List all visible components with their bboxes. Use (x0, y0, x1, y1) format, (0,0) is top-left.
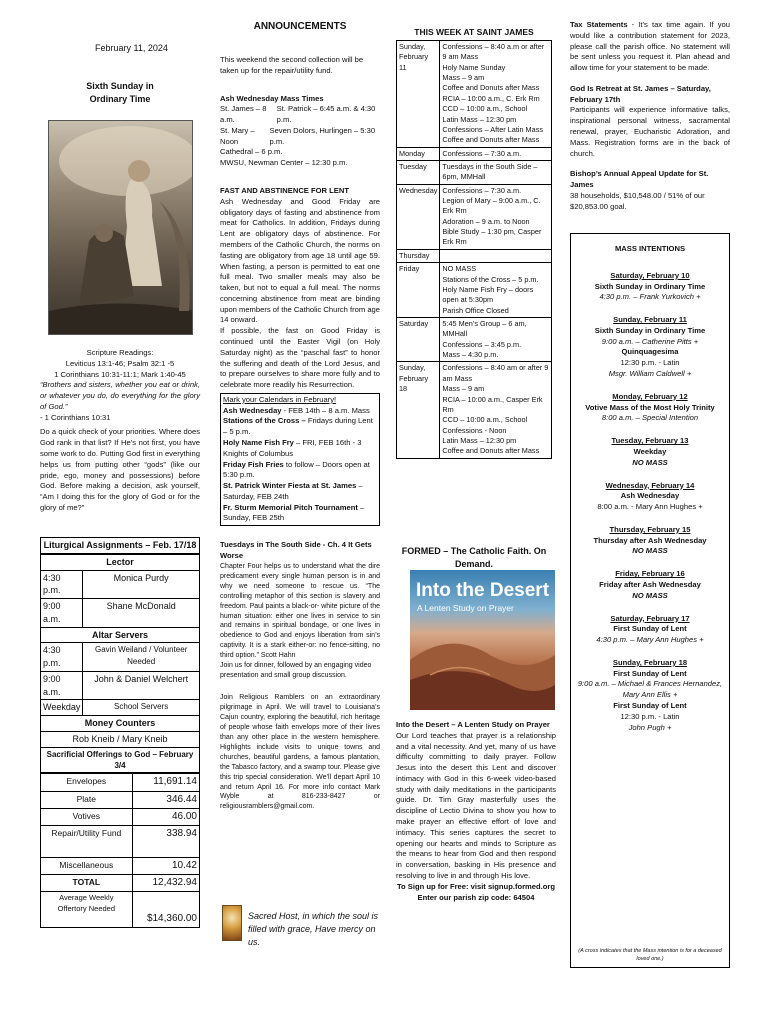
readings-line2: 1 Corinthians 10:31-11:1; Mark 1:40-45 (54, 369, 186, 379)
table-row (41, 875, 200, 892)
intention-feast: Votive Mass of the Most Holy Trinity (585, 402, 715, 412)
table-row (41, 858, 200, 875)
misc-label: Miscellaneous (41, 858, 133, 875)
mass-intentions-title: MASS INTENTIONS (614, 244, 686, 253)
table-row (41, 808, 200, 825)
altar-name: Gavin Weiland / Volunteer Needed (83, 643, 200, 672)
intention-line: 12:30 p.m. - Latin (620, 358, 680, 368)
lector-time: 4:30 p.m. (41, 570, 83, 599)
calendar-item-title: Fr. Sturm Memorial Pitch Tournament (223, 502, 358, 512)
offerings-table (40, 773, 200, 928)
fast-text: Ash Wednesday and Good Friday are obligatory days of fasting and abstinence from meat for Catholics. In addition, Fridays during Lent are obligatory days of abstinence. For members of the Catholic Church, the norms on fasting are obligatory from age 18 until age 59. When fasting, a person is permitted to eat one full meal. Two smaller meals may also be taken, but not to equal a full meal. The norms concerning abstinence from meat are binding upon members of the Catholic Church from age 14 onward. (220, 196, 380, 325)
intention-feast: Friday after Ash Wednesday (599, 579, 701, 589)
schedule-item: Coffee and Donuts after Mass (442, 83, 540, 93)
offering-value: 46.00 (132, 808, 199, 825)
intention-line: 9:00 a.m. – Michael & Frances Hernandez, Mary Ann Ellis + (577, 679, 723, 700)
schedule-items (440, 263, 552, 318)
schedule-item: Coffee and Donuts after Mass (442, 446, 540, 456)
altar-name: John & Daniel Welchert (83, 671, 200, 700)
altar-time: 9:00 a.m. (41, 671, 83, 700)
schedule-item: Coffee and Donuts after Mass (442, 135, 540, 145)
schedule-day: Wednesday (397, 184, 440, 249)
mass-intention (571, 525, 729, 557)
avg-label-line2: Offertory Needed (57, 904, 116, 914)
schedule-item: Latin Mass – 12:30 pm (442, 435, 517, 445)
calendar-item-title: St. Patrick Winter Fiesta at St. James (223, 481, 357, 491)
schedule-item: Mass – 9 am (442, 73, 485, 83)
offering-label: Repair/Utility Fund (41, 826, 133, 858)
schedule-items (440, 317, 552, 361)
mass-intentions-list (571, 271, 729, 734)
schedule-items (440, 160, 552, 184)
calendar-item-text: - FEB 14th – 8 a.m. Mass (281, 405, 370, 415)
intention-date: Wednesday, February 14 (605, 480, 695, 490)
table-row (41, 599, 200, 628)
schedule-item: Confessions – 8:40 am or after 9 am Mass (442, 363, 549, 383)
intention-feast: Sixth Sunday in Ordinary Time (594, 325, 706, 335)
intention-feast: First Sunday of Lent (613, 624, 687, 634)
schedule-item: Confessions - Noon (442, 425, 507, 435)
calendar-item (223, 406, 377, 417)
total-value: 12,432.94 (132, 875, 199, 892)
offering-value: 338.94 (132, 826, 199, 858)
ash-row-2 (220, 126, 380, 148)
mass-intention (571, 436, 729, 468)
table-row (397, 263, 552, 318)
calendar-item (223, 438, 377, 460)
intention-date: Sunday, February 11 (613, 315, 687, 325)
schedule-day: Tuesday (397, 160, 440, 184)
ash-time: St. Mary – Noon (220, 125, 255, 146)
table-row (41, 774, 200, 791)
avg-label-line1: Average Weekly (59, 893, 114, 903)
ash-row-3: Cathedral – 6 p.m. (220, 147, 283, 157)
tuesdays-text-2: Join us for dinner, followed by an engaging video presentation and small group discussion. (220, 662, 372, 680)
announcements-body (220, 55, 380, 812)
lector-title: Lector (41, 554, 200, 570)
table-row (41, 826, 200, 858)
offering-label: Plate (41, 791, 133, 808)
misc-value: 10.42 (132, 858, 199, 875)
schedule-item: 5:45 Men’s Group – 6 am, MMHall (442, 318, 527, 339)
intention-line: NO MASS (632, 590, 668, 600)
mass-intention (571, 271, 729, 303)
desert-image-title: Into the Desert (416, 580, 550, 601)
calendar-item-text: – Sunday, FEB 25th (223, 502, 365, 523)
ash-row-4: MWSU, Newman Center – 12:30 p.m. (220, 158, 348, 168)
scripture-section (40, 348, 200, 514)
fast-title: FAST AND ABSTINENCE FOR LENT (220, 186, 349, 196)
this-week-title: THIS WEEK AT SAINT JAMES (414, 27, 534, 37)
schedule-item: Latin Mass – 12:30 pm (442, 114, 517, 124)
table-row (397, 184, 552, 249)
reflection-text: Do a quick check of your priorities. Where does God rank in that list? If He’s not first, you have some work to do. Putting God first in everything helps us from putting other “gods” (like our pride, ego, money and possessions) before God. Before making a decision, ask yourself, “Am I doing this for the glory of God or for the glory of me?” (40, 427, 200, 512)
table-row (397, 317, 552, 361)
calendar-item-text: Fridays during Lent – 5 p.m. (223, 416, 373, 437)
schedule-item: NO MASS (442, 264, 477, 274)
schedule-items (440, 184, 552, 249)
intention-feast: Sixth Sunday in Ordinary Time (594, 281, 706, 291)
mass-intention (571, 315, 729, 380)
schedule-item: RCIA – 10:00 a.m., Casper Erk Rm (442, 394, 543, 414)
table-row (41, 700, 200, 716)
schedule-item: Stations of the Cross – 5 p.m. (442, 274, 539, 284)
schedule-item: Tuesdays in the South Side – 6pm, MMHall (442, 161, 538, 182)
intentions-footnote: (A cross indicates that the Mass intention is for a deceased loved one.) (578, 948, 722, 963)
intention-line: 9:00 a.m. – Catherine Pitts + (601, 336, 699, 346)
calendar-item-text: to follow – Doors open at 5:30 p.m. (223, 459, 370, 480)
schedule-item: Bible Study – 1:30 pm, Casper Erk Rm (442, 227, 542, 247)
intention-date: Tuesday, February 13 (611, 436, 689, 446)
formed-section (396, 720, 556, 903)
sunday-title (40, 80, 200, 106)
table-row (397, 362, 552, 458)
altar-time: Weekday (41, 700, 83, 716)
desert-heading: Into the Desert – A Lenten Study on Prayer (396, 720, 550, 729)
mass-intentions-box (570, 233, 730, 968)
zip-code-text: Enter our parish zip code: 64504 (417, 892, 535, 902)
calendar-item-text: – Saturday, FEB 24th (223, 481, 363, 501)
appeal-text: 38 households, $10,548.00 / 51% of our $20,853.00 goal. (570, 190, 705, 211)
calendar-item-title: Holy Name Fish Fry (223, 438, 294, 447)
intention-line: Msgr. William Caldwell + (608, 369, 692, 379)
schedule-day: Sunday, February 11 (397, 41, 440, 148)
formed-title: FORMED – The Catholic Faith. On Demand. (401, 546, 547, 569)
gospel-painting-image (48, 120, 193, 335)
sunday-title-line1: Sixth Sunday in (86, 81, 154, 91)
sacred-host-image (222, 905, 242, 941)
schedule-item: Confessions – 7:30 a.m. (442, 185, 522, 195)
column-4 (570, 20, 730, 213)
liturgical-assignments (40, 537, 200, 928)
offering-label: Envelopes (41, 774, 133, 791)
intention-date: Monday, February 12 (612, 391, 688, 401)
desert-text: Our Lord teaches that prayer is a relationship and a vital necessity. And yet, many of us have difficulty committing to daily prayer. Follow Jesus into the desert this Lent and discover intimacy with God in this 6-week video-based study with daily meditations in the participants guide. Dr. Tim Gray masterfully uses the discipline of Lectio Divina to show you how to make prayer an effective effort of love and intimacy. This series captures the secret to opening our hearts and minds to Scripture as the means to hear from God and then respond in conversation, basking in His presence and resolving to live in and through His love. (396, 730, 556, 880)
intention-date: Friday, February 16 (615, 569, 685, 579)
mass-intention (571, 658, 729, 733)
intention-line: John Pugh + (628, 722, 672, 732)
calendar-item-title: Stations of the Cross – (223, 416, 306, 426)
intention-line: First Sunday of Lent (613, 701, 687, 710)
ramblers-text: Join Religious Ramblers on an extraordinary pilgrimage in April. We will travel to Louisiana’s Cajun country, exploring the beautiful, rich heritage of people whose faith envelops more of their lives than any other place in the western hemisphere. Highlights include visits to unique towns and churches, beautiful gardens, a famous plantation, the Tabasco factory, and a swamp tour. Please give this trip special consideration. We’ll depart April 10 and return April 16. For more info contact Mark Wyble at 816-233-8427 or religiousramblers@gmail.com. (220, 694, 380, 811)
table-row (397, 160, 552, 184)
ash-row-1 (220, 104, 380, 126)
sacred-host-prayer: Sacred Host, in which the soul is filled with grace, Have mercy on us. (248, 911, 379, 947)
scripture-quote-ref: - 1 Corinthians 10:31 (40, 412, 111, 422)
table-row (41, 570, 200, 599)
intention-feast: First Sunday of Lent (613, 668, 687, 678)
lector-name: Shane McDonald (83, 599, 200, 628)
intention-line: NO MASS (632, 546, 668, 556)
schedule-item: Legion of Mary – 9:00 a.m., C. Erk Rm (442, 196, 541, 216)
intention-feast: Weekday (633, 446, 667, 456)
intention-date: Sunday, February 18 (612, 657, 688, 667)
table-row (41, 643, 200, 672)
schedule-items (440, 249, 552, 262)
calendar-item-title: Friday Fish Fries (223, 459, 284, 469)
intention-date: Thursday, February 15 (609, 524, 691, 534)
appeal-title: Bishop’s Annual Appeal Update for St. James (570, 169, 709, 190)
money-counters-title: Money Counters (41, 716, 200, 732)
intention-line: NO MASS (632, 457, 668, 467)
schedule-item: Holy Name Fish Fry – doors open at 5:30pm (442, 284, 534, 305)
schedule-day: Friday (397, 263, 440, 318)
schedule-item: Confessions – After Latin Mass (442, 124, 543, 134)
schedule-item: Confessions – 7:30 a.m. (442, 148, 522, 158)
schedule-item: Mass – 9 am (442, 384, 485, 394)
schedule-item: Confessions – 3:45 p.m. (442, 339, 522, 349)
intention-line: 8:00 a.m. - Mary Ann Hughes + (597, 502, 703, 512)
schedule-day: Thursday (397, 249, 440, 262)
calendar-item (223, 481, 377, 503)
table-row (41, 892, 200, 928)
schedule-item (442, 251, 549, 261)
sacrificial-title: Sacrificial Offerings to God – February 3/4 (40, 748, 200, 774)
schedule-item: Adoration – 9 a.m. to Noon (442, 216, 530, 226)
signup-link[interactable]: To Sign up for Free: visit signup.formed.org (396, 881, 556, 891)
schedule-day: Monday (397, 147, 440, 160)
tax-text: - It’s tax time again. If you would like a contribution statement for 2023, please call the parish office. No statement will be sent unless you request it. Plan ahead and allow time for your statement to be made. (570, 20, 730, 73)
readings-line1: Leviticus 13:1-46; Psalm 32:1 -5 (65, 358, 175, 368)
tax-title: Tax Statements (570, 20, 628, 29)
mass-intention (571, 614, 729, 646)
intention-line: 4:30 p.m. – Mary Ann Hughes + (596, 635, 704, 645)
ash-time: St. James – 8 a.m. (220, 104, 267, 125)
schedule-day: Sunday, February 18 (397, 362, 440, 458)
weekly-schedule-table (396, 40, 552, 459)
scripture-quote: “Brothers and sisters, whether you eat or drink, or whatever you do, do everything for the glory of God.” (40, 380, 200, 411)
announcements-title: ANNOUNCEMENTS (253, 21, 347, 32)
retreat-title: God Is Retreat at St. James – Saturday, February 17th (570, 83, 711, 104)
calendar-item (223, 503, 377, 525)
schedule-items (440, 41, 552, 148)
altar-time: 4:30 p.m. (41, 643, 83, 672)
schedule-day: Saturday (397, 317, 440, 361)
intention-line: Quinquagesima (621, 347, 679, 357)
calendar-box (220, 393, 380, 526)
avg-value: $14,360.00 (132, 892, 199, 928)
ash-time: Seven Dolors, Hurlingen – 5:30 p.m. (269, 125, 376, 146)
total-label: TOTAL (41, 875, 133, 892)
painting-figures (49, 121, 193, 335)
money-counters-names: Rob Kneib / Mary Kneib (41, 731, 200, 747)
schedule-item: Holy Name Sunday (442, 62, 506, 72)
table-row (397, 147, 552, 160)
intention-date: Saturday, February 10 (610, 270, 690, 280)
lector-name: Monica Purdy (83, 570, 200, 599)
mass-intention (571, 481, 729, 513)
schedule-item: CCD – 10:00 a.m., School (442, 415, 528, 425)
schedule-item: Parish Office Closed (442, 305, 509, 315)
liturgical-title: Liturgical Assignments – Feb. 17/18 (40, 537, 200, 554)
schedule-item: Confessions – 8:40 a.m or after 9 am Mass (442, 42, 545, 62)
desert-image-subtitle: A Lenten Study on Prayer (417, 603, 514, 613)
bulletin-date: February 11, 2024 (95, 43, 168, 53)
table-row (397, 41, 552, 148)
readings-label: Scripture Readings: (86, 348, 154, 357)
tuesdays-title: Tuesdays in The South Side - Ch. 4 It Gets Worse (220, 540, 372, 561)
fast-text-2: If possible, the fast on Good Friday is continued until the Easter Vigil (on Holy Saturday night) as the “paschal fast” to honor the suffering and death of the Lord Jesus, and to prepare ourselves to share more fully and to celebrate more readily his Resurrection. (220, 326, 380, 390)
table-row (41, 671, 200, 700)
table-row (41, 791, 200, 808)
schedule-item: Mass – 4:30 p.m. (442, 350, 499, 360)
intention-feast: Thursday after Ash Wednesday (593, 535, 707, 545)
tax-paragraph (570, 20, 730, 74)
offering-value: 346.44 (132, 791, 199, 808)
schedule-items (440, 362, 552, 458)
calendar-item-title: Ash Wednesday (223, 405, 282, 415)
calendar-item (223, 460, 377, 482)
intention-line: 4:30 p.m. – Frank Yurkovich + (599, 292, 701, 302)
calendar-item-text: – FRI, FEB 16th - 3 Knights of Columbus (223, 438, 362, 458)
offering-label: Votives (41, 808, 133, 825)
offering-value: 11,691.14 (132, 774, 199, 791)
intention-feast: Ash Wednesday (620, 491, 680, 501)
mass-intention (571, 569, 729, 601)
into-the-desert-image (410, 570, 555, 710)
second-collection-text: This weekend the second collection will be taken up for the repair/utility fund. (220, 55, 364, 75)
calendar-title: Mark your Calendars in February! (223, 394, 337, 404)
intention-line: 8:00 a.m. – Special Intention (601, 413, 699, 423)
altar-title: Altar Servers (41, 627, 200, 643)
intention-date: Saturday, February 17 (610, 613, 690, 623)
lector-time: 9:00 a.m. (41, 599, 83, 628)
schedule-item: CCD – 10:00 a.m., School (442, 104, 528, 114)
ash-wednesday-title: Ash Wednesday Mass Times (220, 93, 324, 103)
ash-time: St. Patrick – 6:45 a.m. & 4:30 p.m. (276, 104, 376, 125)
tuesdays-text: Chapter Four helps us to understand what the dire predicament every single human person is in and why we need someone to rescue us. “The controlling metaphor of this section is slavery and freedom. Paul paints a black-or- white picture of the human situation: either one lives in service to sin and remains in spiritual bondage, or one lives in obedience to God and enjoys liberation from sin’s captivity. It is a stark either-or: no fence-sitting, no third option.” Scott Hahn (220, 562, 380, 660)
lector-table (40, 554, 200, 748)
schedule-items (440, 147, 552, 160)
retreat-text: Participants will experience informative talks, inspirational personal witness, sacramental renewal, prayer, Eucharistic Adoration, and Mass. Registration forms are in the back of church. (570, 105, 730, 158)
altar-name: School Servers (83, 700, 200, 716)
calendar-item (223, 416, 377, 438)
sunday-title-line2: Ordinary Time (89, 93, 151, 104)
mass-intention (571, 392, 729, 424)
schedule-item: RCIA – 10:00 a.m., C. Erk Rm (442, 93, 540, 103)
intention-line: 12:30 p.m. - Latin (620, 711, 680, 721)
table-row (397, 249, 552, 262)
